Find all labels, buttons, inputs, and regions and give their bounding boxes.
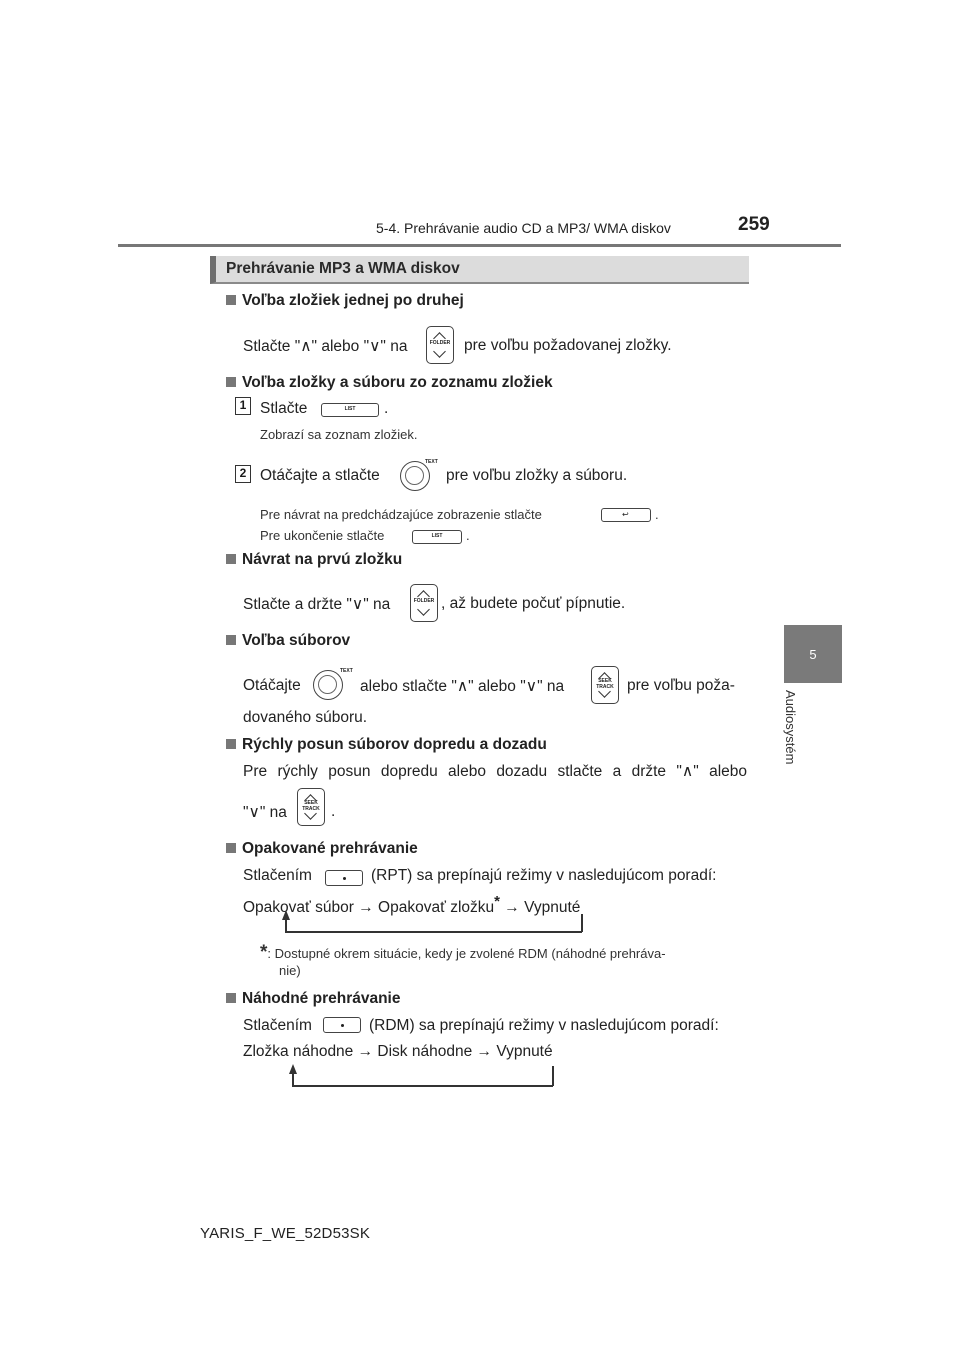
list-button-icon: LIST xyxy=(321,403,379,417)
cycle-arrow-icon xyxy=(289,1064,297,1074)
bullet-square-icon xyxy=(226,377,236,387)
bullet-square-icon xyxy=(226,993,236,1003)
section-title: Prehrávanie MP3 a WMA diskov xyxy=(226,260,460,277)
tune-knob-icon xyxy=(400,461,430,491)
text: Otáčajte xyxy=(243,677,301,694)
knob-label: TEXT xyxy=(340,668,353,674)
text: Stlačte "∧" alebo "∨" na xyxy=(243,338,408,355)
heading-first-folder: Návrat na prvú zložku xyxy=(226,551,402,569)
back-button-icon: ↩ xyxy=(601,508,651,522)
step-number-2: 2 xyxy=(235,465,251,483)
footnote: nie) xyxy=(279,963,301,978)
note: Pre návrat na predchádzajúce zobrazenie stlačte xyxy=(260,507,542,522)
chapter-label xyxy=(778,690,806,790)
seek-track-button-icon: SEEK TRACK xyxy=(591,666,619,704)
cycle-line xyxy=(581,914,583,932)
bullet-square-icon xyxy=(226,635,236,645)
text: Stlačte a držte "∨" na xyxy=(243,596,391,613)
text: (RDM) sa prepínajú režimy v nasledujúcom poradí: xyxy=(369,1017,719,1034)
cycle-line xyxy=(552,1066,554,1086)
rpt-button-icon xyxy=(325,870,363,886)
tune-knob-icon xyxy=(313,670,343,700)
note: . xyxy=(655,507,659,522)
folder-button-icon: FOLDER xyxy=(426,326,454,364)
text: (RPT) sa prepínajú režimy v nasledujúcom poradí: xyxy=(371,867,717,884)
text: alebo stlačte "∧" alebo "∨" na xyxy=(360,678,565,695)
text: . xyxy=(331,803,336,820)
heading-folder-list: Voľba zložky a súboru zo zoznamu zložiek xyxy=(226,374,553,392)
note: . xyxy=(466,528,470,543)
text: pre voľbu požadovanej zložky. xyxy=(464,337,672,354)
bullet-square-icon xyxy=(226,295,236,305)
cycle-line xyxy=(285,931,582,933)
text: pre voľbu zložky a súboru. xyxy=(446,467,628,484)
text: pre voľbu poža- xyxy=(627,677,735,694)
text: Stlačením xyxy=(243,867,312,884)
header-rule xyxy=(118,244,841,247)
text: , až budete počuť pípnutie. xyxy=(441,595,626,612)
chapter-tab xyxy=(784,625,842,683)
section-title-box xyxy=(210,256,749,284)
heading-file-selection: Voľba súborov xyxy=(226,632,350,650)
list-button-icon: LIST xyxy=(412,530,462,544)
rdm-button-icon xyxy=(323,1017,361,1033)
chapter-label-text: Audiosystém xyxy=(783,690,798,765)
knob-label: TEXT xyxy=(425,459,438,465)
heading-random: Náhodné prehrávanie xyxy=(226,990,401,1008)
bullet-square-icon xyxy=(226,843,236,853)
page-number: 259 xyxy=(738,214,770,235)
chapter-number: 5 xyxy=(809,646,817,662)
note: Zobrazí sa zoznam zložiek. xyxy=(260,427,418,442)
note: Pre ukončenie stlačte xyxy=(260,528,385,543)
cycle-arrow-icon xyxy=(282,910,290,920)
text: Stlačte xyxy=(260,400,308,417)
cycle-line xyxy=(292,1085,553,1087)
heading-fast-forward: Rýchly posun súborov dopredu a dozadu xyxy=(226,736,547,754)
running-header-section: 5-4. Prehrávanie audio CD a MP3/ WMA diskov xyxy=(376,220,671,236)
cycle-line xyxy=(292,1072,294,1086)
document-code: YARIS_F_WE_52D53SK xyxy=(200,1225,371,1242)
text: . xyxy=(384,400,389,417)
cycle-text: Zložka náhodne → Disk náhodne → Vypnuté xyxy=(243,1043,553,1060)
seek-track-button-icon: SEEK TRACK xyxy=(297,788,325,826)
text: Stlačením xyxy=(243,1017,312,1034)
bullet-square-icon xyxy=(226,739,236,749)
footnote: *: Dostupné okrem situácie, kedy je zvolené RDM (náhodné prehráva- xyxy=(260,942,666,963)
text: Otáčajte a stlačte xyxy=(260,467,380,484)
text: Pre rýchly posun dopredu alebo dozadu stlačte a držte "∧" alebo xyxy=(243,763,747,780)
step-number-1: 1 xyxy=(235,397,251,415)
folder-button-icon: FOLDER xyxy=(410,584,438,622)
heading-repeat: Opakované prehrávanie xyxy=(226,840,418,858)
text: dovaného súboru. xyxy=(243,709,368,726)
cycle-text: Opakovať súbor → Opakovať zložku* → Vypnuté xyxy=(243,893,581,917)
bullet-square-icon xyxy=(226,554,236,564)
text: "∨" na xyxy=(243,804,287,821)
heading-folder-one-by-one: Voľba zložiek jednej po druhej xyxy=(226,292,464,310)
